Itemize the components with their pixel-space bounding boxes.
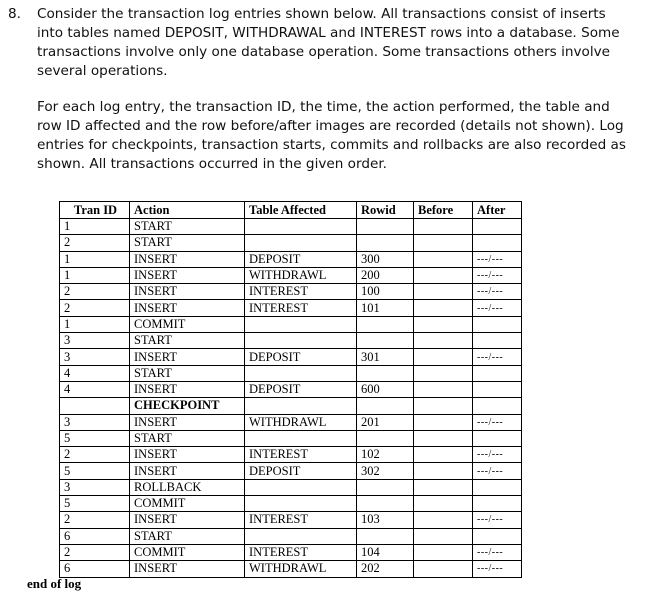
before-cell: [414, 414, 473, 430]
before-cell: [414, 463, 473, 479]
after-cell: [473, 479, 522, 495]
after-cell: ---/---: [473, 414, 522, 430]
rowid-cell: [357, 235, 414, 251]
action-cell: START: [130, 219, 245, 235]
table-header-row: [60, 202, 522, 219]
table-row: [60, 512, 522, 528]
end-of-log-label: end of log: [27, 576, 82, 591]
header-before: Before: [414, 202, 473, 219]
table-row: [60, 251, 522, 267]
action-cell: START: [130, 333, 245, 349]
before-cell: [414, 251, 473, 267]
header-table-affected: Table Affected: [245, 202, 357, 219]
after-cell: ---/---: [473, 267, 522, 283]
table-affected-cell: [245, 479, 357, 495]
tran-id-cell: 1: [60, 251, 130, 267]
after-cell: ---/---: [473, 463, 522, 479]
rowid-cell: 101: [357, 300, 414, 316]
table-affected-cell: WITHDRAWL: [245, 414, 357, 430]
before-cell: [414, 219, 473, 235]
tran-id-cell: 2: [60, 447, 130, 463]
before-cell: [414, 333, 473, 349]
tran-id-cell: 4: [60, 381, 130, 397]
table-row: [60, 561, 522, 577]
before-cell: [414, 544, 473, 560]
action-cell: INSERT: [130, 349, 245, 365]
question-number: 8.: [8, 6, 21, 22]
tran-id-cell: 1: [60, 219, 130, 235]
tran-id-cell: 3: [60, 349, 130, 365]
table-affected-cell: [245, 528, 357, 544]
header-after: After: [473, 202, 522, 219]
before-cell: [414, 561, 473, 577]
table-row: [60, 235, 522, 251]
header-rowid: Rowid: [357, 202, 414, 219]
after-cell: [473, 235, 522, 251]
tran-id-cell: 5: [60, 463, 130, 479]
table-row: [60, 349, 522, 365]
tran-id-cell: 2: [60, 300, 130, 316]
rowid-cell: 301: [357, 349, 414, 365]
question-block: [8, 5, 628, 174]
after-cell: ---/---: [473, 512, 522, 528]
action-cell: INSERT: [130, 300, 245, 316]
rowid-cell: [357, 365, 414, 381]
table-row: [60, 316, 522, 332]
after-cell: ---/---: [473, 544, 522, 560]
before-cell: [414, 267, 473, 283]
action-cell: START: [130, 430, 245, 446]
table-row: [60, 496, 522, 512]
rowid-cell: 103: [357, 512, 414, 528]
before-cell: [414, 479, 473, 495]
table-affected-cell: INTEREST: [245, 300, 357, 316]
transaction-log-table: [59, 201, 522, 578]
table-row: [60, 544, 522, 560]
tran-id-cell: 3: [60, 333, 130, 349]
table-affected-cell: DEPOSIT: [245, 251, 357, 267]
table-affected-cell: INTEREST: [245, 544, 357, 560]
action-cell: INSERT: [130, 512, 245, 528]
rowid-cell: 600: [357, 381, 414, 397]
tran-id-cell: 1: [60, 267, 130, 283]
table-row: [60, 528, 522, 544]
table-affected-cell: WITHDRAWL: [245, 267, 357, 283]
after-cell: [473, 398, 522, 414]
header-tran-id: Tran ID: [60, 202, 130, 219]
tran-id-cell: 2: [60, 544, 130, 560]
action-cell: COMMIT: [130, 316, 245, 332]
before-cell: [414, 300, 473, 316]
before-cell: [414, 398, 473, 414]
rowid-cell: 302: [357, 463, 414, 479]
table-row: [60, 333, 522, 349]
table-affected-cell: [245, 496, 357, 512]
rowid-cell: [357, 219, 414, 235]
rowid-cell: 201: [357, 414, 414, 430]
table-affected-cell: INTEREST: [245, 512, 357, 528]
rowid-cell: [357, 496, 414, 512]
table-affected-cell: [245, 219, 357, 235]
table-row: [60, 284, 522, 300]
table-row: [60, 463, 522, 479]
tran-id-cell: [60, 398, 130, 414]
before-cell: [414, 316, 473, 332]
table-row: [60, 479, 522, 495]
rowid-cell: [357, 479, 414, 495]
log-table-body: [60, 219, 522, 578]
table-affected-cell: [245, 235, 357, 251]
after-cell: ---/---: [473, 447, 522, 463]
rowid-cell: [357, 528, 414, 544]
table-affected-cell: [245, 365, 357, 381]
rowid-cell: 202: [357, 561, 414, 577]
before-cell: [414, 235, 473, 251]
after-cell: [473, 496, 522, 512]
table-affected-cell: [245, 333, 357, 349]
tran-id-cell: 5: [60, 496, 130, 512]
rowid-cell: 200: [357, 267, 414, 283]
after-cell: [473, 430, 522, 446]
rowid-cell: [357, 398, 414, 414]
table-row: [60, 300, 522, 316]
action-cell: INSERT: [130, 561, 245, 577]
before-cell: [414, 447, 473, 463]
tran-id-cell: 2: [60, 284, 130, 300]
rowid-cell: 102: [357, 447, 414, 463]
tran-id-cell: 3: [60, 479, 130, 495]
action-cell: COMMIT: [130, 496, 245, 512]
after-cell: [473, 528, 522, 544]
after-cell: [473, 316, 522, 332]
rowid-cell: [357, 333, 414, 349]
after-cell: [473, 219, 522, 235]
before-cell: [414, 430, 473, 446]
after-cell: ---/---: [473, 300, 522, 316]
rowid-cell: 100: [357, 284, 414, 300]
rowid-cell: 104: [357, 544, 414, 560]
table-row: [60, 365, 522, 381]
tran-id-cell: 3: [60, 414, 130, 430]
action-cell: COMMIT: [130, 544, 245, 560]
action-cell: ROLLBACK: [130, 479, 245, 495]
before-cell: [414, 349, 473, 365]
table-row: [60, 414, 522, 430]
action-cell: START: [130, 365, 245, 381]
tran-id-cell: 1: [60, 316, 130, 332]
tran-id-cell: 6: [60, 561, 130, 577]
before-cell: [414, 381, 473, 397]
rowid-cell: [357, 316, 414, 332]
tran-id-cell: 2: [60, 235, 130, 251]
question-paragraph-1: Consider the transaction log entries shown below. All transactions consist of inserts into tables named DEPOSIT, WITHDRAWAL and INTEREST rows into a database. Some transactions involve only one database operation. Some transactions others involve several operations.: [37, 6, 620, 79]
after-cell: ---/---: [473, 284, 522, 300]
table-affected-cell: [245, 316, 357, 332]
table-row: [60, 267, 522, 283]
question-paragraph-2: For each log entry, the transaction ID, the time, the action performed, the table and row ID affected and the row before/after images are recorded (details not shown). Log entries for checkpoints, transaction starts, commits and rollbacks are also recorded as shown. All transactions occurred in the given order.: [37, 99, 626, 172]
table-affected-cell: DEPOSIT: [245, 381, 357, 397]
table-affected-cell: [245, 430, 357, 446]
table-row: [60, 381, 522, 397]
action-cell: INSERT: [130, 414, 245, 430]
after-cell: [473, 381, 522, 397]
tran-id-cell: 5: [60, 430, 130, 446]
table-affected-cell: INTEREST: [245, 447, 357, 463]
table-row: [60, 398, 522, 414]
rowid-cell: 300: [357, 251, 414, 267]
table-affected-cell: DEPOSIT: [245, 349, 357, 365]
after-cell: ---/---: [473, 349, 522, 365]
before-cell: [414, 365, 473, 381]
header-action: Action: [130, 202, 245, 219]
rowid-cell: [357, 430, 414, 446]
before-cell: [414, 496, 473, 512]
action-cell: INSERT: [130, 251, 245, 267]
after-cell: [473, 365, 522, 381]
before-cell: [414, 512, 473, 528]
action-cell: INSERT: [130, 284, 245, 300]
action-cell: START: [130, 528, 245, 544]
before-cell: [414, 284, 473, 300]
action-cell: INSERT: [130, 463, 245, 479]
table-affected-cell: [245, 398, 357, 414]
table-row: [60, 430, 522, 446]
table-affected-cell: DEPOSIT: [245, 463, 357, 479]
action-cell: CHECKPOINT: [130, 398, 245, 414]
before-cell: [414, 528, 473, 544]
table-affected-cell: INTEREST: [245, 284, 357, 300]
after-cell: ---/---: [473, 251, 522, 267]
action-cell: INSERT: [130, 267, 245, 283]
action-cell: INSERT: [130, 447, 245, 463]
table-row: [60, 219, 522, 235]
action-cell: START: [130, 235, 245, 251]
tran-id-cell: 2: [60, 512, 130, 528]
tran-id-cell: 6: [60, 528, 130, 544]
table-row: [60, 447, 522, 463]
after-cell: ---/---: [473, 561, 522, 577]
table-affected-cell: WITHDRAWL: [245, 561, 357, 577]
action-cell: INSERT: [130, 381, 245, 397]
tran-id-cell: 4: [60, 365, 130, 381]
after-cell: [473, 333, 522, 349]
